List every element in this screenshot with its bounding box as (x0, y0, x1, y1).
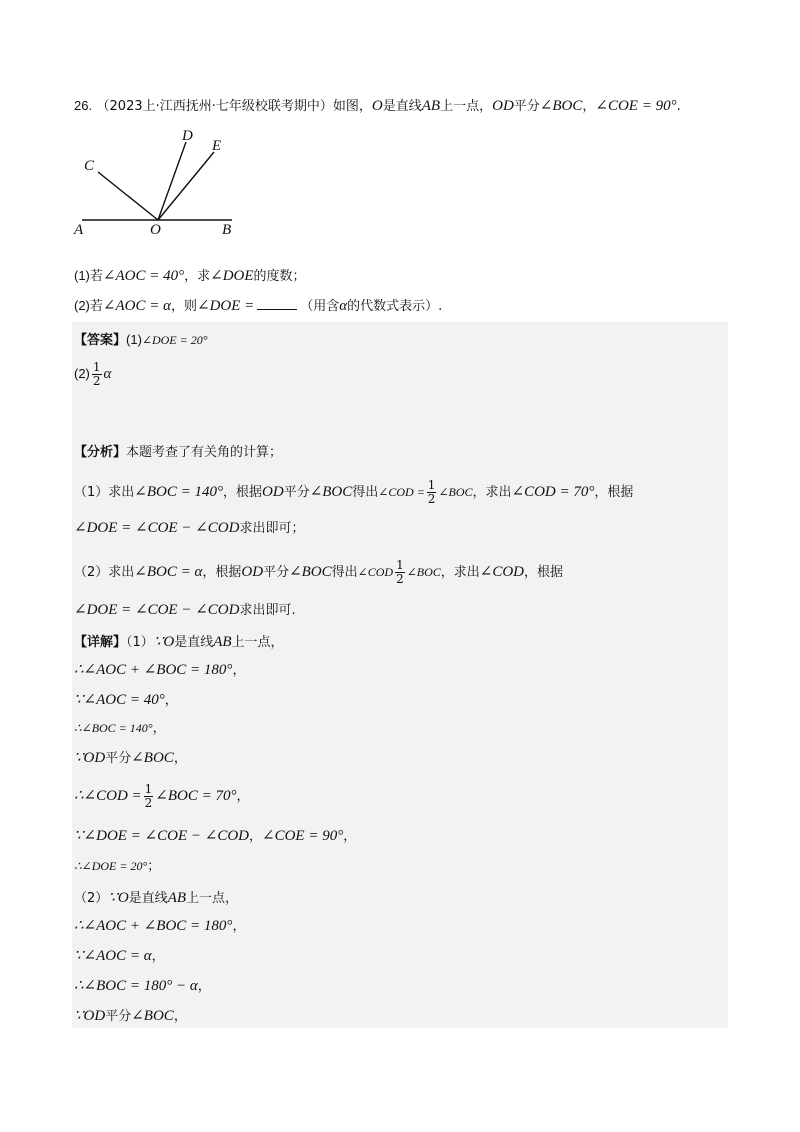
text: 求出即可. (239, 603, 296, 618)
label-d: D (182, 128, 193, 144)
math: AB (167, 890, 187, 906)
detail-part2-line-5 (74, 1006, 187, 1027)
question-source: （2023上·江西抚州·七年级校联考期中） (96, 99, 333, 114)
answer-line-2 (74, 360, 111, 388)
math-target: ∠DOE = (197, 298, 255, 314)
math-alpha: α (103, 366, 112, 382)
question-text: 上一点， (440, 99, 493, 114)
fraction-denominator: 2 (427, 491, 436, 506)
math: ∠DOE = ∠COE − ∠COD (74, 520, 240, 536)
text: ，根据 (202, 565, 242, 580)
math: ∠BOC (406, 565, 441, 579)
math: ∴∠AOC + ∠BOC = 180° (74, 918, 233, 934)
punctuation: ， (236, 789, 250, 804)
detail-line-7 (74, 826, 356, 847)
text: 平分 (105, 1009, 132, 1024)
ray-oe (158, 152, 214, 220)
math: ∵ (74, 750, 84, 766)
text: 平分 (263, 565, 290, 580)
detail-part2-line-4 (74, 976, 211, 997)
answer-line-1 (74, 330, 208, 351)
punctuation: ， (197, 979, 211, 994)
fraction-denominator: 2 (92, 373, 101, 388)
math: OD (83, 1008, 106, 1024)
math: ∠BOC (289, 564, 332, 580)
question-text: 是直线 (382, 99, 422, 114)
punctuation: ， (232, 663, 246, 678)
math-angle-coe: ∠COE = 90° (595, 98, 677, 114)
math: ∠COE = 90° (262, 828, 344, 844)
question-number: 26. (74, 98, 93, 113)
punctuation: ， (151, 949, 165, 964)
analysis-step-2 (74, 558, 563, 587)
math: ∴∠COD = (74, 788, 142, 804)
part-label: (2) (74, 366, 90, 381)
math: ∠COD = (378, 485, 425, 499)
ray-oc (98, 172, 158, 220)
fraction-numerator: 1 (92, 359, 101, 374)
text: 得出 (331, 565, 358, 580)
fraction (92, 361, 102, 388)
math: ∠BOC = α (134, 564, 203, 580)
detail-line-3 (74, 690, 178, 711)
detail-part2-line-3 (74, 946, 165, 967)
math: OD (262, 484, 284, 500)
geometry-figure (70, 128, 250, 240)
math-od: OD (492, 98, 514, 114)
step-label: （1） (74, 485, 109, 500)
analysis-text: 本题考查了有关角的计算； (126, 445, 283, 460)
detail-line-2 (74, 660, 245, 681)
math: OD (241, 564, 264, 580)
math: ∵∠AOC = 40° (74, 692, 165, 708)
math: O (163, 634, 175, 650)
math-alpha: α (339, 298, 348, 314)
math: ∠BOC (438, 485, 473, 499)
analysis-step-2-cont (74, 600, 296, 621)
text: 求出 (108, 565, 135, 580)
math: ∴∠BOC = 140° (74, 721, 153, 735)
math: ∠BOC = 70° (155, 788, 237, 804)
label-b: B (222, 222, 232, 238)
punctuation: ， (152, 721, 166, 736)
analysis-step-1-cont (74, 518, 304, 539)
text: 是直线 (128, 891, 168, 906)
text: ，求出 (472, 485, 512, 500)
analysis-step-1 (74, 478, 633, 507)
math: AB (213, 634, 232, 650)
fraction (144, 783, 154, 810)
part-label: (1) (74, 268, 90, 283)
math: ∠COD (479, 564, 525, 580)
math-ab: AB (421, 98, 441, 114)
math: O (117, 890, 129, 906)
math-target: ∠DOE (210, 268, 254, 284)
text: ，根据 (223, 485, 263, 500)
math: ∠BOC (309, 484, 353, 500)
answer-blank (257, 309, 297, 310)
math: ∵ (74, 1008, 84, 1024)
punctuation: ； (147, 859, 161, 874)
punctuation: ， (232, 919, 246, 934)
math: ∵ (108, 890, 118, 906)
question-text: 平分 (513, 99, 540, 114)
math: ∠COD (357, 565, 394, 579)
text: 求出即可； (239, 521, 305, 536)
detail-line-5 (74, 748, 187, 769)
math: ∴∠DOE = 20° (74, 859, 148, 873)
math: ∠COD = 70° (511, 484, 595, 500)
analysis-intro (74, 442, 282, 463)
fraction-denominator: 2 (144, 795, 153, 810)
fraction-denominator: 2 (396, 571, 404, 586)
part-label: (1) (126, 332, 142, 347)
text: 平分 (283, 485, 310, 500)
math: ∵ (153, 634, 164, 650)
math: ∵∠DOE = ∠COE − ∠COD (74, 828, 249, 844)
detail-line-6 (74, 782, 250, 811)
part-text: 若 (89, 299, 103, 314)
text: ，根据 (594, 485, 634, 500)
detail-part2-line-1 (74, 888, 238, 909)
math-condition: ∠AOC = 40° (102, 268, 185, 284)
fraction-numerator: 1 (396, 557, 404, 572)
part-text: 的代数式表示）. (347, 299, 443, 314)
math-condition: ∠AOC = α (102, 298, 171, 314)
detail-line-8 (74, 856, 160, 877)
label-e: E (212, 138, 222, 154)
step-label: （2） (74, 565, 109, 580)
math: ∠BOC (131, 750, 174, 766)
fraction-numerator: 1 (427, 477, 436, 492)
math: ∴∠AOC + ∠BOC = 180° (74, 662, 233, 678)
math-angle-boc: ∠BOC (539, 98, 583, 114)
text: ，求出 (440, 565, 480, 580)
punctuation: ， (164, 693, 178, 708)
answer-value: ∠DOE = 20° (141, 333, 208, 347)
text: ，根据 (524, 565, 564, 580)
punctuation: . (676, 99, 681, 114)
answer-tag: 【答案】 (74, 333, 127, 348)
math: OD (83, 750, 106, 766)
step-label: （1） (126, 635, 154, 650)
text: 求出 (108, 485, 135, 500)
step-label: （2） (74, 891, 109, 906)
punctuation: ， (173, 1009, 187, 1024)
math: ∠BOC = 140° (134, 484, 223, 500)
text: 是直线 (174, 635, 214, 650)
fraction (395, 559, 405, 586)
ray-od (158, 142, 186, 220)
part-text: （用含 (300, 299, 340, 314)
text: 上一点， (186, 891, 239, 906)
punctuation: ， (582, 99, 596, 114)
part-1 (74, 266, 306, 287)
math: ∴∠BOC = 180° − α (74, 978, 198, 994)
detail-line-4 (74, 718, 166, 739)
fraction-numerator: 1 (144, 781, 153, 796)
math: ∠DOE = ∠COE − ∠COD (74, 602, 240, 618)
math-o: O (371, 98, 383, 114)
text: 平分 (105, 751, 132, 766)
part-label: (2) (74, 298, 90, 313)
detail-part2-line-2 (74, 916, 245, 937)
question-stem (74, 96, 681, 117)
part-text: ，求 (184, 269, 211, 284)
label-c: C (84, 158, 95, 174)
math: ∵∠AOC = α (74, 948, 152, 964)
text: 上一点， (231, 635, 284, 650)
part-text: ，则 (170, 299, 197, 314)
question-text: 如图， (332, 99, 372, 114)
text: 得出 (352, 485, 379, 500)
label-o: O (150, 222, 161, 238)
analysis-tag: 【分析】 (74, 445, 127, 460)
label-a: A (74, 222, 84, 238)
part-text: 的度数； (253, 269, 306, 284)
fraction (427, 479, 437, 506)
detail-line-1 (74, 632, 284, 653)
math: ∠BOC (131, 1008, 174, 1024)
punctuation: ， (173, 751, 187, 766)
detail-tag: 【详解】 (74, 635, 127, 650)
part-2 (74, 296, 442, 317)
punctuation: ， (249, 829, 263, 844)
part-text: 若 (89, 269, 103, 284)
punctuation: ， (343, 829, 357, 844)
